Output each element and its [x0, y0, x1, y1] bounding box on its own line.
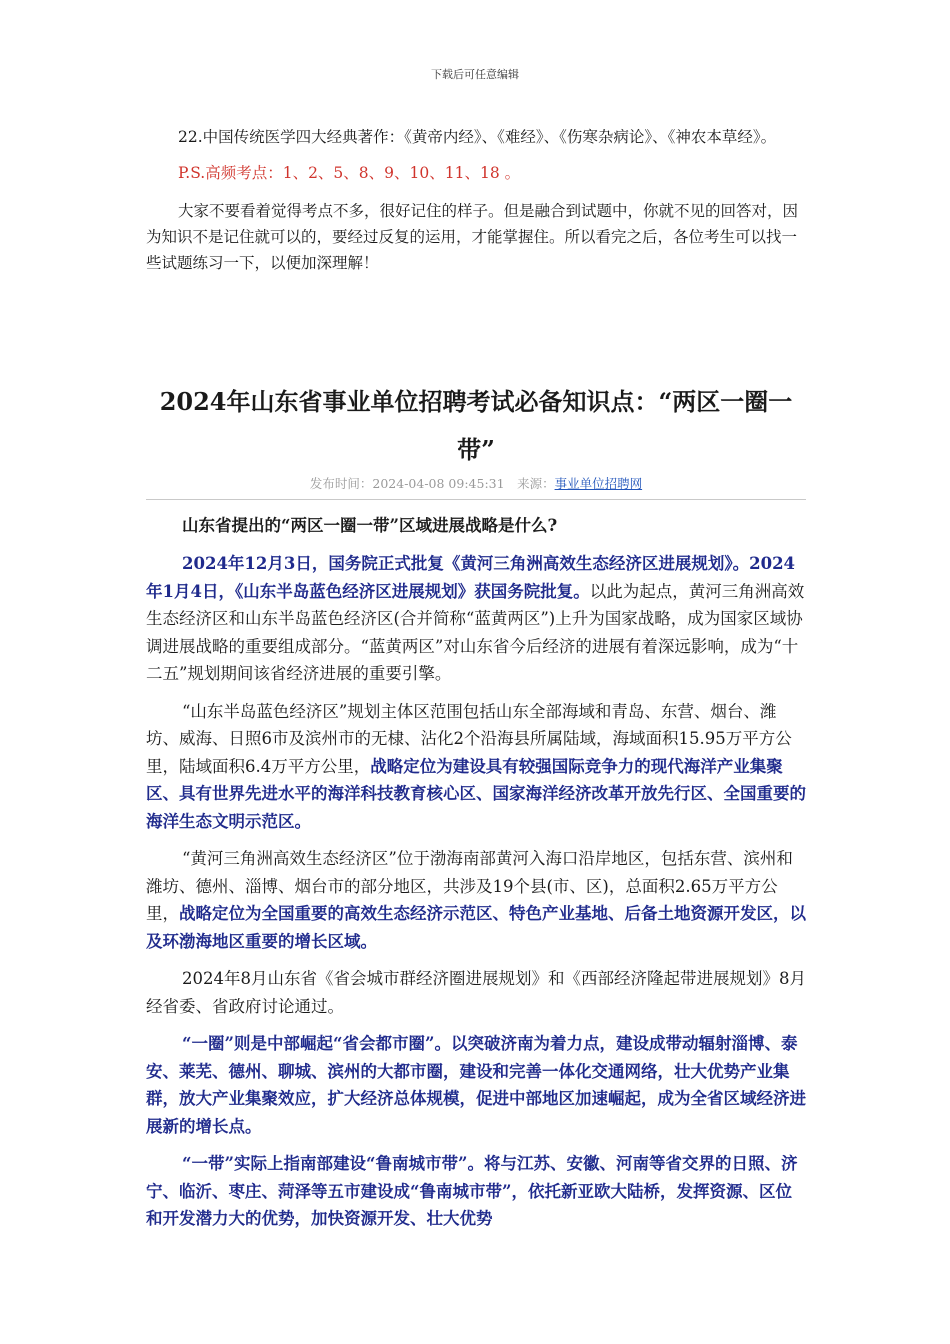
- paragraph-3-text: “黄河三角洲高效生态经济区”位于渤海南部黄河入海口沿岸地区，包括东营、滨州和潍坊、德州、淄博、烟台市的部分地区，共涉及19个县(市、区)，总面积2.65万平方公里，: [146, 849, 793, 923]
- ps-note: P.S.高频考点：1、2、5、8、9、10、11、18 。: [178, 164, 521, 182]
- paragraph-1-text: 以此为起点，黄河三角洲高效生态经济区和山东半岛蓝色经济区(合并简称“蓝黄两区”)上升为国家战略，成为国家区域协调进展战略的重要组成部分。“蓝黄两区”对山东省今后经济的进展有着深远影响，成为“十二五”规划期间该省经济进展的重要引擎。: [146, 581, 805, 683]
- divider: [146, 499, 806, 500]
- advice-paragraph: 大家不要看着觉得考点不多，很好记住的样子。但是融合到试题中，你就不见的回答对，因为知识不是记住就可以的，要经过反复的运用，才能掌握住。所以看完之后，各位考生可以找一些试题练习一下，以便加深理解！: [146, 202, 799, 272]
- article-question: 山东省提出的“两区一圈一带”区域进展战略是什么?: [182, 516, 558, 535]
- paragraph-1-highlight: 2024年12月3日，国务院正式批复《黄河三角洲高效生态经济区进展规划》。2024年1月4日，《山东半岛蓝色经济区进展规划》获国务院批复。: [146, 554, 796, 601]
- article-meta: [146, 474, 806, 492]
- paragraph-3-highlight: 战略定位为全国重要的高效生态经济示范区、特色产业基地、后备土地资源开发区，以及环渤海地区重要的增长区域。: [146, 904, 806, 951]
- meta-publish-info: 发布时间：2024-04-08 09:45:31 来源：: [309, 476, 555, 491]
- article-body: [146, 512, 806, 1233]
- paragraph-6: “一带”实际上指南部建设“鲁南城市带”。将与江苏、安徽、河南等省交界的日照、济宁、临沂、枣庄、菏泽等五市建设成“鲁南城市带”，依托新亚欧大陆桥，发挥资源、区位和开发潜力大的优势，加快资源开发、壮大优势: [146, 1154, 798, 1228]
- paragraph-5: “一圈”则是中部崛起“省会都市圈”。以突破济南为着力点，建设成带动辐射淄博、泰安、莱芜、德州、聊城、滨州的大都市圈，建设和完善一体化交通网络，壮大优势产业集群，放大产业集聚效应，扩大经济总体规模，促进中部地区加速崛起，成为全省区域经济进展新的增长点。: [146, 1034, 806, 1136]
- top-section: [146, 124, 806, 276]
- meta-source-link[interactable]: 事业单位招聘网: [554, 476, 643, 491]
- paragraph-22: 22.中国传统医学四大经典著作：《黄帝内经》、《难经》、《伤寒杂病论》、《神农本草经》。: [178, 128, 777, 146]
- paragraph-3: [146, 845, 806, 955]
- paragraph-2: [146, 698, 806, 836]
- paragraph-1: [146, 550, 806, 688]
- header-note: 下载后可任意编辑: [431, 68, 519, 81]
- paragraph-2-highlight: 战略定位为建设具有较强国际竞争力的现代海洋产业集聚区、具有世界先进水平的海洋科技教育核心区、国家海洋经济改革开放先行区、全国重要的海洋生态文明示范区。: [146, 756, 806, 831]
- article-title: 2024年山东省事业单位招聘考试必备知识点：“两区一圈一带”: [159, 387, 793, 464]
- paragraph-4: 2024年8月山东省《省会城市群经济圈进展规划》和《西部经济隆起带进展规划》8月经省委、省政府讨论通过。: [146, 969, 806, 1016]
- paragraph-2-text: “山东半岛蓝色经济区”规划主体区范围包括山东全部海域和青岛、东营、烟台、潍坊、威海、日照6市及滨州市的无棣、沾化2个沿海县所属陆域，海域面积15.95万平方公里，陆域面积6.4万平方公里，: [146, 701, 792, 776]
